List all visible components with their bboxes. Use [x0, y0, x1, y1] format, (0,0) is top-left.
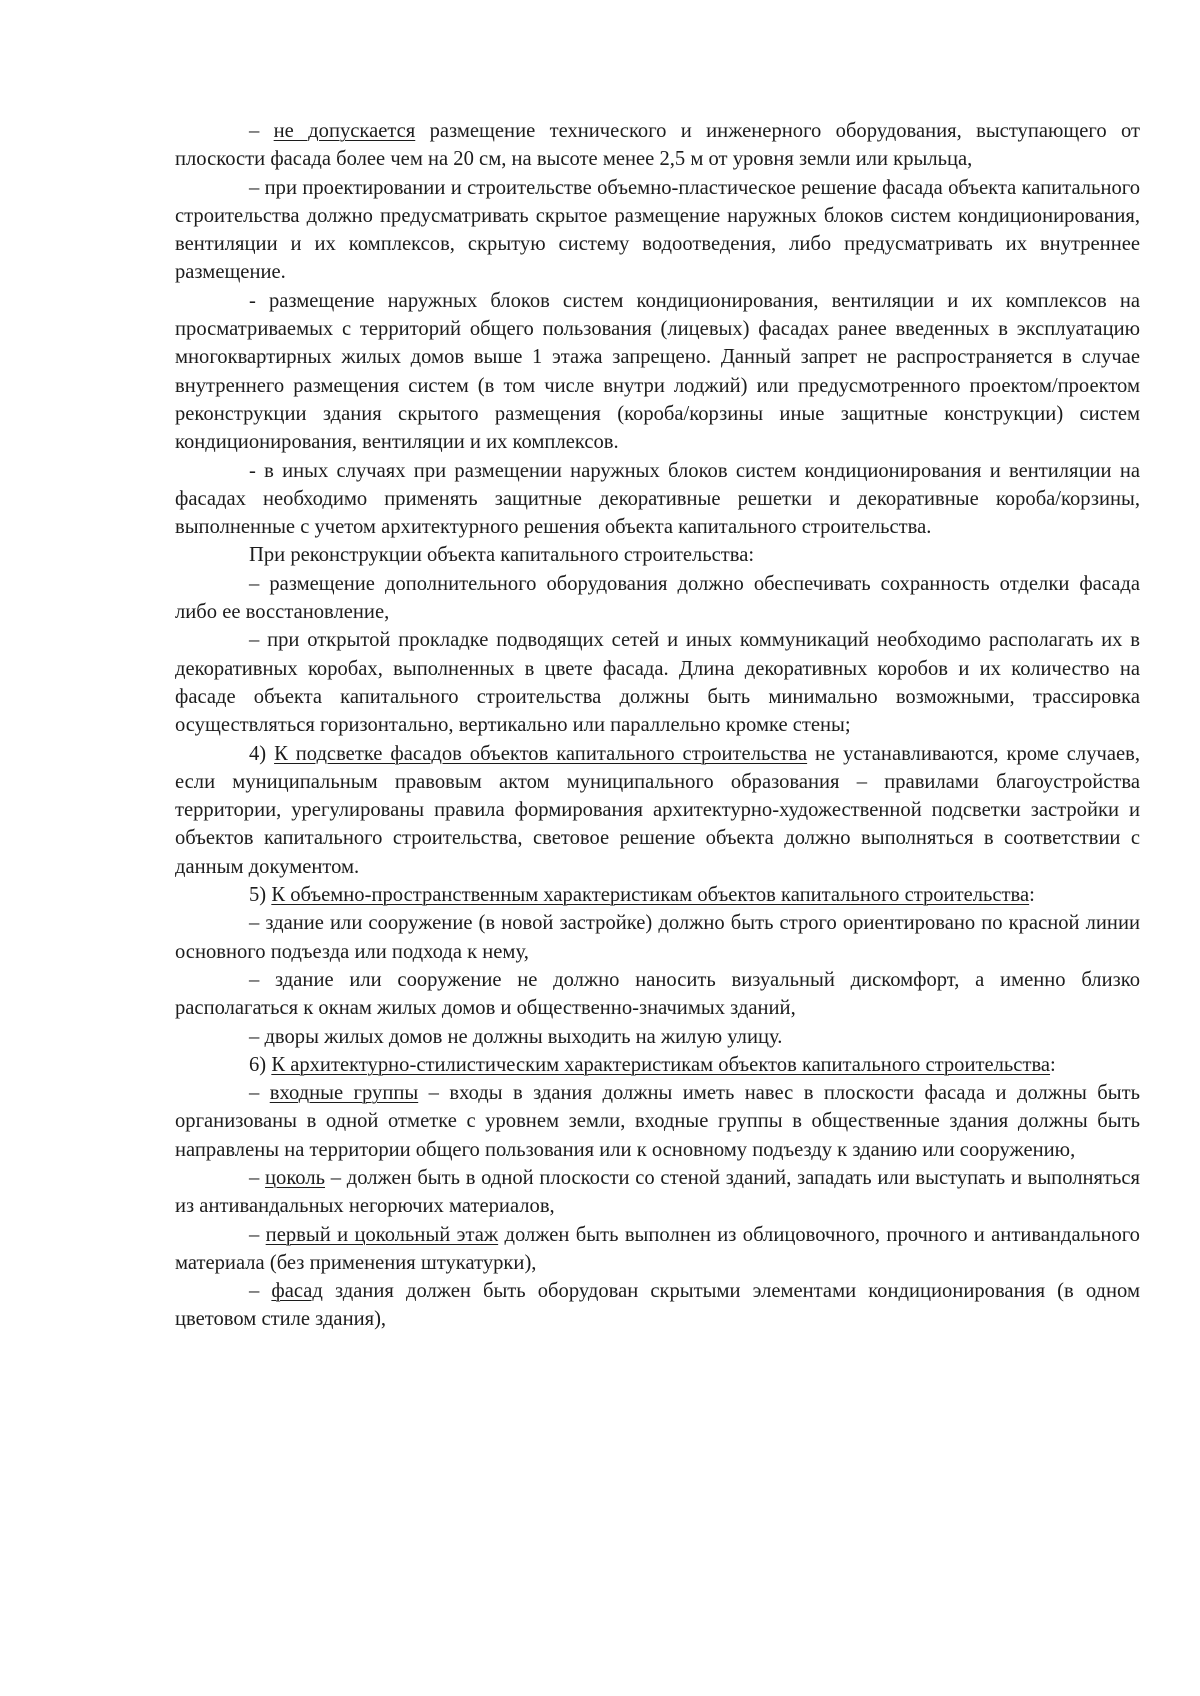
paragraph-ground-floor — [175, 1221, 1140, 1278]
paragraph-lead: – — [249, 120, 274, 142]
underlined-term: К объемно-пространственным характеристикам объектов капитального строительства — [271, 884, 1030, 907]
paragraph-additional-equipment — [175, 570, 1140, 627]
underlined-term: К подсветке фасадов объектов капитального строительства — [274, 742, 808, 765]
paragraph-lead: 6) — [249, 1053, 272, 1076]
paragraph-text: : — [1050, 1053, 1056, 1076]
paragraph-text: должен быть выполнен из облицовочного, прочного и антивандального материала (без применения штукатурки), — [175, 1223, 1140, 1274]
paragraph-text: При реконструкции объекта капитального строительства: — [249, 544, 755, 567]
paragraph-lead: – — [249, 1223, 266, 1246]
paragraph-architectural-style-heading — [175, 1051, 1140, 1079]
paragraph-visual-discomfort — [175, 966, 1140, 1023]
paragraph-text: здания должен быть оборудован скрытыми элементами кондиционирования (в одном цветовом стиле здания), — [175, 1280, 1140, 1331]
paragraph-text: – должен быть в одной плоскости со стеной зданий, западать или выступать и выполняться из антивандальных негорючих материалов, — [175, 1166, 1140, 1218]
paragraph-lead: – — [249, 1082, 270, 1105]
paragraph-lead: – — [249, 1280, 272, 1303]
underlined-term: входные группы — [269, 1082, 419, 1105]
paragraph-lead: 5) — [249, 884, 272, 907]
paragraph-lead: 4) — [249, 742, 275, 765]
underlined-term: К архитектурно-стилистическим характеристикам объектов капитального строительства — [271, 1053, 1051, 1076]
paragraph-text: : — [1029, 884, 1035, 907]
paragraph-text: – дворы жилых домов не должны выходить на жилую улицу. — [249, 1025, 783, 1048]
paragraph-plinth — [175, 1164, 1140, 1221]
paragraph-outdoor-units-ban — [175, 287, 1140, 457]
paragraph-volume-spatial-heading — [175, 881, 1140, 909]
paragraph-text: – здание или сооружение (в новой застройке) должно быть строго ориентировано по красной линии основного подъезда или подхода к нему, — [175, 912, 1140, 963]
underlined-term: фасад — [271, 1280, 323, 1303]
paragraph-open-networks — [175, 626, 1140, 739]
paragraph-text: - размещение наружных блоков систем кондиционирования, вентиляции и их комплексов на просматриваемых с территорий общего пользования (лицевых) фасадах ранее введенных в эксплуатацию многоквартирных жилых домов выше 1 этажа запрещено. Данный запрет не распространяется в случае внутреннего размещения систем (в том числе внутри лоджий) или предусмотренного проектом/проектом реконструкции здания скрытого размещения (короба/корзины иные защитные конструкции) систем кондиционирования, вентиляции и их комплексов. — [175, 289, 1140, 454]
paragraph-text: – размещение дополнительного оборудования должно обеспечивать сохранность отделки фасада либо ее восстановление, — [175, 572, 1140, 624]
paragraph-entrance-groups — [175, 1079, 1140, 1164]
document-page — [175, 117, 1140, 1334]
underlined-term: не допускается — [273, 120, 416, 142]
paragraph-facade — [175, 1277, 1140, 1334]
paragraph-lead: – — [249, 1166, 266, 1189]
paragraph-text: не устанавливаются, кроме случаев, если муниципальным правовым актом муниципального образования – правилами благоустройства территории, урегулированы правила формирования архитектурно-художественной подсветки застройки и объектов капитального строительства, световое решение объекта должно выполняться в соответствии с данным документом. — [175, 742, 1140, 878]
paragraph-reconstruction-heading — [175, 541, 1140, 569]
paragraph-red-line-orientation — [175, 909, 1140, 966]
paragraph-text: размещение технического и инженерного оборудования, выступающего от плоскости фасада более чем на 20 см, на высоте менее 2,5 м от уровня земли или крыльца, — [175, 120, 1140, 171]
paragraph-design-hidden-units — [175, 174, 1140, 287]
paragraph-text: – при проектировании и строительстве объемно-пластическое решение фасада объекта капитального строительства должно предусматривать скрытое размещение наружных блоков систем кондиционирования, вентиляции и их комплексов, скрытую систему водоотведения, либо предусматривать их внутреннее размещение. — [175, 176, 1140, 284]
paragraph-text: – здание или сооружение не должно наносить визуальный дискомфорт, а именно близко располагаться к окнам жилых домов и общественно-значимых зданий, — [175, 968, 1140, 1020]
paragraph-equipment-restriction — [175, 117, 1140, 174]
paragraph-text: – входы в здания должны иметь навес в плоскости фасада и должны быть организованы в одной отметке с уровнем земли, входные группы в общественные здания должны быть направлены на территории общего пользования или к основному подъезду к зданию или сооружению, — [175, 1082, 1140, 1161]
underlined-term: первый и цокольный этаж — [265, 1223, 499, 1246]
paragraph-decorative-grilles — [175, 457, 1140, 542]
underlined-term: цоколь — [265, 1166, 325, 1189]
paragraph-courtyards — [175, 1023, 1140, 1051]
paragraph-text: – при открытой прокладке подводящих сетей и иных коммуникаций необходимо располагать их в декоративных коробах, выполненных в цвете фасада. Длина декоративных коробов и их количество на фасаде объекта капитального строительства должны быть минимально возможными, трассировка осуществляться горизонтально, вертикально или параллельно кромке стены; — [175, 629, 1140, 737]
paragraph-text: - в иных случаях при размещении наружных блоков систем кондиционирования и вентиляции на фасадах необходимо применять защитные декоративные решетки и декоративные короба/корзины, выполненные с учетом архитектурного решения объекта капитального строительства. — [175, 459, 1140, 539]
paragraph-facade-lighting — [175, 740, 1140, 881]
